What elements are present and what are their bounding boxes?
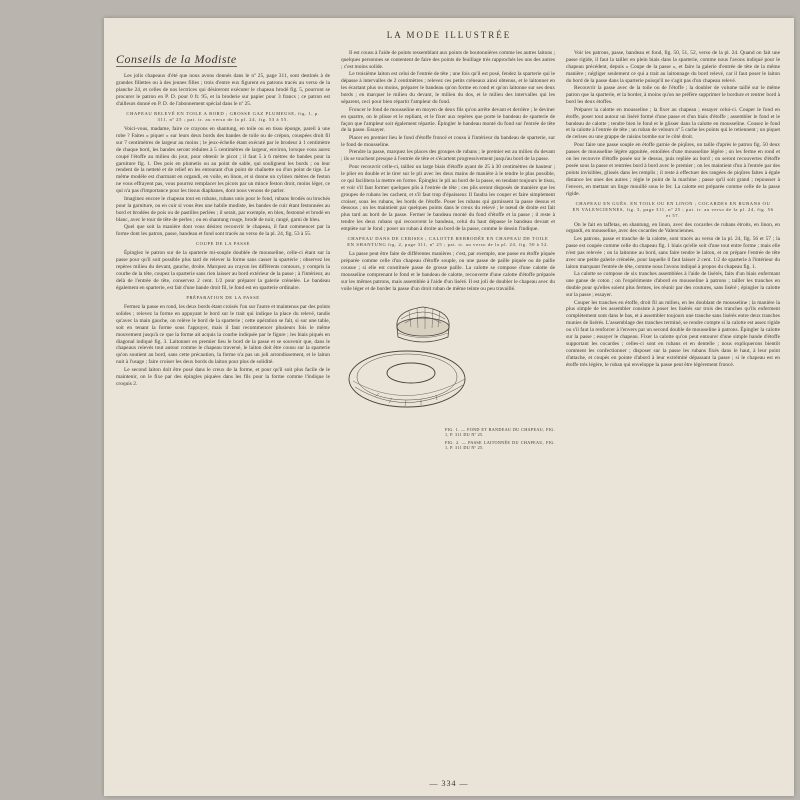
paragraph: La calotte se compose de six tranches assemblées à l'aide de lisérés, faits d'un biais enfermant une ganse de coton ; on l'expérimente d'abord en mousseline à patrons ; tailler les tranches en double pour qu'elles soient plus fermes, les réunir par des coutures, sans liséré ; épingler la calotte sur la passe ; essayer. [566, 271, 780, 299]
paragraph: Recouvrir la passe avec de la toile ou de l'étoffe ; la doubler de volume taillé sur le même patron que la sparterie, et la border, à moins qu'on ne préfère supprimer le bordure et rentrer bord à bord les deux étoffes. [566, 85, 780, 106]
figure-caption: FIG. 1. — FOND ET BANDEAU DU CHAPEAU, FIG. 1, P. 311 DU Nº 25. [445, 427, 555, 437]
page-number: — 334 — [429, 779, 469, 788]
crown-drawing [397, 307, 449, 342]
paragraph: Placer en premier lieu le fond d'étoffe froncé et cousu à l'intérieur du bandeau de sparterie, sur le fond de mousseline. [341, 134, 555, 148]
section-heading: PRÉPARATION DE LA PASSE [186, 294, 260, 300]
section-heading: COUPE DE LA PASSE [195, 241, 251, 247]
paragraph: Le troisième laiton est celui de l'entrée de tête ; une fois qu'il est posé, fendez la sparterie qui le dépasse à intervalles de 2 centimètres ; relevez ces petits créneaux ainsi obtenus, et le laitonner en les écartant plus ou moins, préparer le bandeau qu'on forme en rond et qu'on laitonne sur ses deux bords ; en marquer le milieu du devant, le milieu du dos, et le milieu des intervalles qui les séparent, ceci pour bien répartir l'ampleur du fond. [341, 71, 555, 106]
paragraph: Préparer la calotte en mousseline ; la fixer au chapeau ; essayer celui-ci. Couper le fond en étoffe, poser tout autour un liséré formé d'une passe et d'un biais d'étoffe ; assembler le fond et le bandeau de calotte ; tendre bien le fond et le glisser dans la calotte en mousseline. Cousez le fond et la calotte à l'entrée de tête ; un ruban de velours nº 5 cache les points qui le retiennent ; un piquet de cerises ou une grappe de raisins bombe sur le côté droit. [566, 106, 780, 141]
brim-drawing [349, 351, 465, 407]
paragraph: Fermez la passe en rond, les deux bords étant croisés l'un sur l'autre et maintenus par des points solides ; relevez la forme en appuyant le bord sur le trait qui indique la place du relevé, tandis qu'avec la main gauche, on relève le bord de la sparterie ; cette opération se fait, si sur une table, soit en tenant la forme sous l'appuyer, mais il faut recommencer plusieurs fois le même mouvement jusqu'à ce que la forme ait acquis la courbe indiquée par le figure ; les biais piqués en diagonal indiqué fig. 3. Laitonner en premier lieu le bord de la passe et se souvenir que, dans le chapeaux relevés tout autour comme le chapeau traversé, le laiton doit être cousu sur la sparterie qu'on soutient au bord, sans cette précaution, la forme n'a pas un joli arrondissement, et le laiton nuit à l'usage ; faire croiser les deux bords du laiton pour plus de solidité. [116, 303, 330, 366]
column-1 [116, 50, 330, 780]
column-2 [341, 50, 555, 780]
paragraph: Voir les patrons, passe, bandeau et fond, fig. 50, 51, 52, verso de la pl. 24. Quand on fait une passe rigide, il faut la tailler en plein biais dans la sparterie, comme nous l'avons indiqué pour le chapeau précédent, depuis « Coupe de la passe », et faire la galerie d'entrée de tête de la même manière ; négliger seulement ce qui a trait au laitonnage du bord relevé, car il faut poser le laiton du bord de la passe dans la sparterie puisqu'il ne s'agit pas d'un chapeau relevé. [566, 50, 780, 84]
paragraph: La passe peut être faite de différentes manières ; c'est, par exemple, une passe en étoffe piquée préparée comme celle d'un chapeau d'étoffe souple, ou une passe de paille piquée ou de paille cousue ; si elle est constituée passe de grosse paille. La calotte se compose d'une calotte de mousseline comprenant le fond et le bandeau de calotte, recouverte d'une calotte d'étoffe préparée sur les mêmes patrons, mais assemblée à l'aide d'un liséré. Il est joli de doubler le chapeau avec du voile léger et de border la passe d'un droit ruban de même teinte ou peu travaillé. [341, 251, 555, 293]
paragraph: Imaginez encore le chapeau tout en rubans, rubans unis pour le fond, rubans brodés ou brochés pour la garniture, ou en cuir si vous êtes une habile modiste, les bandes de cuir étant festonnées au bord et brodées de pois ou de pastilles perlées ; il serait, par exemple, en bleu, festonné et brodé en blanc, avec le tour de tête de perles ; ou en shantung rouge, brodé de noir, rangé, garni de bleu. [116, 195, 330, 223]
column-3 [566, 50, 780, 780]
article-title: Conseils de la Modiste [116, 52, 237, 66]
paragraph: Il est cousu à l'aide de points ressemblant aux points de boutonnières comme les autres laitons ; quelques personnes se contentent de faire des points de feuillage très rapprochés les uns des autres ; c'est moins solide. [341, 50, 555, 70]
hat-figure [341, 297, 555, 457]
paragraph: Pour faire une passe souple en étoffe garnie de piqûres, on taille d'après le patron fig. 50 deux passes de mousseline légère appuitée, entoilées d'une mousseline légère ; on les ferme en rond et on les recouvre d'étoffe posée sur le dessus, puis repliée au bord ; on seront recouvertes d'étoffe posée sous la passe et rentrées bord à bord avec le premier ; on les maintient d'un à l'entrée par des points invisibles, glissés dans les remplis ; il reste à effectuer des rangées de piqûres faites à égale distance les unes des autres ; règle le point de la machine ; passe qu'il soit grand ; repousser à l'envers, en mettant un linge mouillé sous le fer. La calotte est préparée comme celle de la passe rigide. [566, 141, 780, 197]
figure-caption: FIG. 2. — PASSE LAITONNÉE DU CHAPEAU, FIG. 1, P. 311 DU Nº 25. [445, 440, 555, 450]
paragraph: Couper les tranches en étoffe, droit fil au milieu, en les doublant de mousseline ; la manière la plus simple de les assembler consiste à poser les lisérés sur trois des tranches qu'ils enferment complètement sont dans le bas, et à assembler toujours une tranche sans lisérés entre deux tranches munies de lisérés. L'assemblage des tranches terminé, se rendre compte si la calotte est assez rigide ou s'il faut la renforcer à l'envers par un second double de mousseline à patrons. Épingler la calotte sur la passe ; essayer le chapeau. Fixer la calotte qu'on peut entourer d'une simple bande d'étoffe supportant les cocardes ; celles-ci sont en rubans et en dentelle ; nous expliquerons bientôt comment les confectionner ; disposer sur la passe les rubans fixés dans le haut, à leur point d'attache, et coupés en pointe d'abord à leur extrémité dépassant la passe ; si le chapeau est en étoffe très légère, le ruban qui enveloppe la passe peut être légèrement froncé. [566, 299, 780, 369]
paragraph: Les patrons, passe et tranche de la calotte, sont tracés au verso de la pl. 24, fig. 56 et 57 ; la passe est coupée comme celle du chapeau fig. 1 biais qu'elle soit d'une tout entre forme ; mais elle n'est pas relevée ; on la laitonne au bord, sans faire tendre le laiton, et on prépare l'entrée de tête avec une petite galerie crénelée, pour laquelle il faut laisser 2 cent. 1/2 de sparterie à l'intérieur du laiton marquant l'entrée de tête, comme nous l'avons indiqué à propos du chapeau fig. 1. [566, 235, 780, 270]
paragraph: Le second laiton doit être posé dans le creux de la forme, et pour qu'il soit plus facile de le maintenir, on le fixe par des épingles piquées dans les fils pour la forme comme l'indique le croquis 2. [116, 366, 330, 387]
running-head: LA MODE ILLUSTRÉE [386, 30, 512, 40]
paragraph: Froncer le fond de mousseline en moyen de deux fils qu'on arrête devant et derrière ; le deviner en quartre, on le plisse et le repliant, et le fixer aux repères que porte le bandeau de sparterie de façon que l'ampleur soit également répartie. Épingler le bandeau monté du fond sur l'entrée de tête de la passe. Essayer. [341, 106, 555, 134]
paragraph: Pour recouvrir celle-ci, taillez un large biais d'étoffe ayant de 25 à 30 centimètres de hauteur ; le plier en double et le tirer sur le pli avec les deux mains de manière à le tendre le plus possible, ce qui facilitera la mettre en forme. Épinglez le pli au bord de la passe, en tendant toujours le tissu, et voir s'il faut former quelques plis à l'entrée de tête ; ces plis seront disposés de manière que les groupes de rubans les cachent, et s'il faut trop d'épaisseur. Il faudra les couper et faire simplement croiser, sous les rubans, les bords de l'étoffe. Poser les rubans qui garnissent la passe dessus et dessous ; on les maintient par quelques points dans le creux du relevé ; le nœud de droite est fait plus tard au bord de la passe. Fermer le bandeau monté du fond d'étoffe et la passe ; il reste à tendre les deux rubans qui recouvrent le bandeau, celui du haut dépasse le bandeau devant et empiète sur le fond ; poser un ruban à droite au bord de la passe, comme le dessin l'indique. [341, 163, 555, 233]
paragraph: On le fait en taffetas, en shantung, en linon, avec des cocardes de rubans étroits, en linon, en organdi, en mousseline, avec des cocardes de Valenciennes. [566, 221, 780, 235]
paragraph: Voici-vous, madame, faire ce crayons en shantung, en toile ou en tissu éponge, pareil à une robe ? Faites « piquer » sur leurs deux bords des bandes de toile ou de crépon, couspées droit fil sur 7 centimètres de largeur au moins ; le jeux-échelle étant exécuté par le brodeur à 1 centimètre de chaque bord, les bandes seront réduites à 5 centimètres de largeur, environ, lorsque vous aurez coupé l'étoffe au milieu du jour, pour obtenir le picot ; il faut 5 à 6 mètres de bandes pour la garniture fig. 1. Des pois en plumetis ou au point de sable, qui soulignent les bords ; ou leur rendent de la netteté et de relief en les entourant d'un point de chaînette ou d'un point de tige. Le même modèle est charmant en organdi, en voile, en linon, et si donne un cylinex mètres de feston ne vous effrayent pas, vous pourrez remplacer les picots par un mince feston droit, moins léger, ce qui n'a pas d'importance pour les tissus diaphanes, dont nous venons de parler. [116, 125, 330, 195]
section-heading: CHAPEAU EN GUÉS. EN TOILE OU EN LINON ; COCARDES EN RUBANS OU EN VALENCIENNES, fig. 3, page 311, nº 25 ; pat. tr. au verso de la pl. 24, fig. 56 et 57. [572, 200, 774, 218]
paragraph: Quel que soit la manière dont vous désirez recouvrir le chapeau, il faut commencer par la forme dont les patron, passe, bandeau et fond sont tracés au verso de la pl. 24, fig. 53 à 55. [116, 224, 330, 238]
paragraph: Épinglez le patron sur de la sparterie mi-souple doublée de mousseline, celle-ci étant sur la passe pour qu'il soit possible plus tard de relever la forme sans casser la sparterie ; observez les repères milieu du devant, gauche, droite. Marquez au crayon les différents contours, y compris la courbe de la tête, coupez la sparterie sans rien laisser au bord extérieur de la passe ; à l'intérieur, au delà de l'entrée de tête, conservez 2 cent. 1/2 pour préparer la galerie crénelée. Le bandeau également en sparterie, est fait d'une bande droit fil, le fond est en sparterie ordinaire. [116, 250, 330, 291]
newspaper-page [104, 18, 794, 796]
section-heading: CHAPEAU RELEVÉ EN TOILE A BORD ; GROSSE GAZ PLUMEUSE, fig. 1, p. 311, nº 25 ; pat. tr. au verso de la pl. 24, fig. 53 à 55. [126, 110, 320, 122]
section-heading: CHAPEAU DANS DE CERISES ; CALOTTE REBRODÉE EN CHAPEAU DE TOILE EN SHANTUNG fig. 2, page 311, nº 25 ; pat. tr. au verso de la pl. 24, fig. 50 à 52. [347, 236, 549, 248]
paragraph: Prendre la passe, marquez les places des groupes de rubans ; le premier est au milieu du devant ; ils se touchent presque à l'entrée de tête et s'écartent progressivement jusqu'au bord de la passe. [341, 149, 555, 163]
paragraph: Les jolis chapeaux d'été que nous avons donnés dans le nº 25, page 311, sont destinés à de grandes fillettes ou à des jeunes filles ; trois d'entre eux figurent en patrons tracés au verso de la planche 24, et celles de nos lectrices qui désireront exécuter le chapeau brodé fig. 5, pourront se procurer le patron en P. D. pour 0 fr. 95, et la broderie sur papier pour 3 francs ; ce patron est d'ailleurs donné en P. D. de l'abonnement spécial dans le nº 25. [116, 73, 330, 107]
